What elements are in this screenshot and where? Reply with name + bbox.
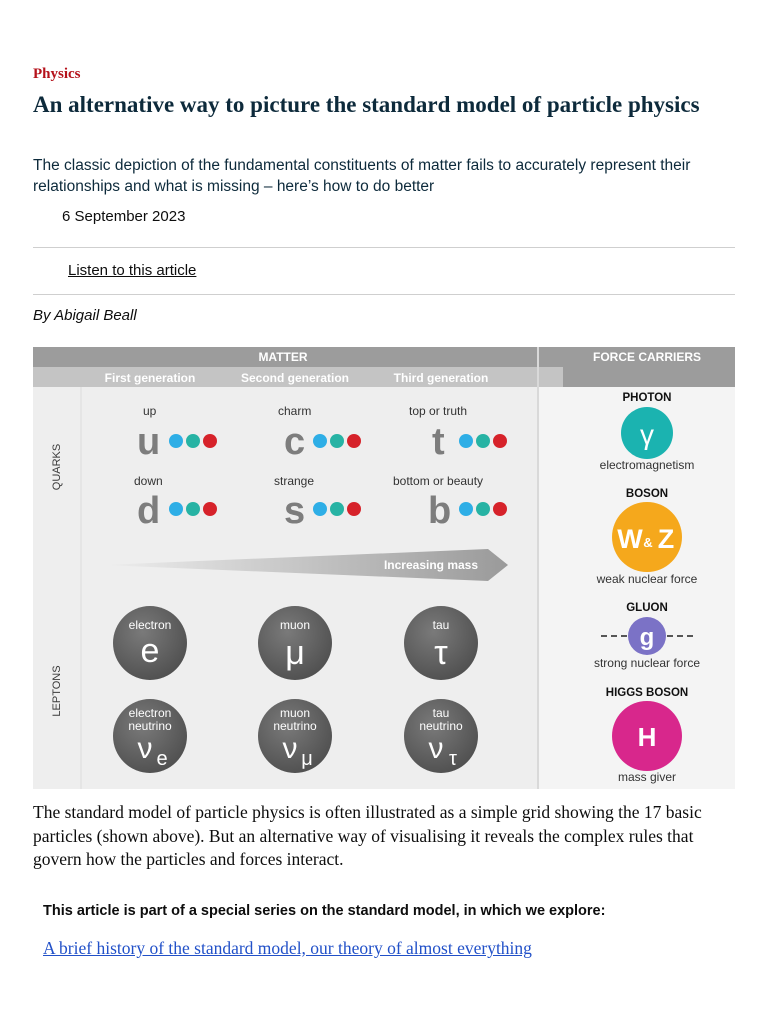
neutrino-electron: [113, 699, 187, 773]
quark-bottom: [393, 474, 507, 532]
quark-symbol: s: [284, 490, 306, 532]
color-charge-dot: [203, 434, 217, 448]
force-symbol: γ: [640, 419, 654, 450]
force-title: HIGGS BOSON: [605, 687, 689, 699]
listen-to-article-link[interactable]: Listen to this article: [68, 262, 197, 279]
quark-down: [134, 474, 217, 532]
force-symbol: Z: [657, 524, 675, 554]
force-title: BOSON: [625, 488, 669, 500]
color-charge-dot: [476, 434, 490, 448]
quark-name: charm: [278, 404, 312, 418]
force-description: electromagnetism: [599, 458, 695, 472]
increasing-mass-label: Increasing mass: [383, 558, 479, 572]
color-charge-dot: [347, 502, 361, 516]
neutrino-symbol: ν: [137, 732, 153, 765]
section-link[interactable]: Physics: [33, 66, 81, 82]
quark-name: top or truth: [409, 404, 468, 418]
color-charge-dot: [459, 502, 473, 516]
force-symbol: W: [617, 524, 643, 554]
quark-name: down: [134, 474, 163, 488]
neutrino-subscript: μ: [301, 748, 313, 770]
lepton-symbol: μ: [285, 634, 305, 672]
leptons-row-label: LEPTONS: [51, 665, 63, 717]
color-charge-dot: [493, 502, 507, 516]
neutrino-tau: [404, 699, 478, 773]
generation-label: Third generation: [393, 371, 489, 385]
force-title: PHOTON: [622, 392, 672, 404]
standard-model-figure: [33, 347, 735, 789]
color-charge-dot: [330, 434, 344, 448]
quark-symbol: b: [428, 490, 452, 532]
divider: [33, 294, 735, 295]
neutrino-name: tau: [432, 706, 450, 720]
neutrino-symbol: ν: [428, 732, 444, 765]
color-charge-dot: [330, 502, 344, 516]
quark-symbol: t: [432, 421, 445, 463]
neutrino-name: electron: [128, 706, 172, 720]
neutrino-subscript: τ: [449, 748, 457, 770]
lepton-tau: [404, 606, 478, 680]
quark-up: [137, 404, 217, 463]
byline: By Abigail Beall: [33, 307, 137, 324]
color-charge-dot: [203, 502, 217, 516]
series-intro: This article is part of a special series on the standard model, in which we explore:: [43, 903, 606, 919]
color-charge-dot: [493, 434, 507, 448]
color-charge-dot: [347, 434, 361, 448]
generation-label: Second generation: [240, 371, 350, 385]
series-article-link[interactable]: A brief history of the standard model, our theory of almost everything: [43, 938, 532, 958]
quarks-row-label: QUARKS: [51, 443, 63, 491]
color-charge-dot: [169, 434, 183, 448]
quark-name: strange: [274, 474, 315, 488]
force-carriers-header: FORCE CARRIERS: [592, 350, 702, 364]
quark-symbol: u: [137, 421, 161, 463]
color-charge-dot: [313, 434, 327, 448]
color-charge-dot: [459, 434, 473, 448]
neutrino-symbol: ν: [282, 732, 298, 765]
lepton-name: tau: [432, 618, 450, 632]
lepton-name: muon: [279, 618, 311, 632]
color-charge-dot: [313, 502, 327, 516]
quark-name: bottom or beauty: [393, 474, 484, 488]
quark-name: up: [143, 404, 157, 418]
color-charge-dot: [476, 502, 490, 516]
neutrino-name: neutrino: [273, 719, 317, 733]
publish-date: 6 September 2023: [62, 208, 186, 225]
lepton-name: electron: [128, 618, 172, 632]
quark-symbol: d: [137, 490, 161, 532]
lepton-symbol: τ: [434, 634, 448, 672]
force-symbol: H: [637, 722, 657, 752]
lepton-muon: [258, 606, 332, 680]
force-description: mass giver: [617, 770, 677, 784]
neutrino-name: neutrino: [419, 719, 463, 733]
force-description: strong nuclear force: [593, 656, 701, 670]
neutrino-muon: [258, 699, 332, 773]
force-symbol-ampersand: &: [643, 535, 653, 550]
quark-strange: [274, 474, 361, 532]
color-charge-dot: [186, 502, 200, 516]
force-title: GLUON: [626, 602, 668, 614]
divider: [33, 247, 735, 248]
color-charge-dot: [186, 434, 200, 448]
figure-caption: The standard model of particle physics is often illustrated as a simple grid showing the 17 basic particles (shown above). But an alternative way of visualising it reveals the complex rules that govern how the particles and forces interact.: [33, 802, 702, 869]
neutrino-subscript: e: [156, 748, 168, 770]
force-symbol: g: [639, 624, 655, 651]
standfirst: The classic depiction of the fundamental constituents of matter fails to accurately represent their relationships and what is missing – here’s how to do better: [33, 157, 691, 195]
generation-label: First generation: [104, 371, 196, 385]
headline: An alternative way to picture the standard model of particle physics: [33, 92, 700, 117]
force-header-extension: [563, 367, 735, 387]
neutrino-name: muon: [279, 706, 311, 720]
color-charge-dot: [169, 502, 183, 516]
quark-symbol: c: [284, 421, 306, 463]
force-description: weak nuclear force: [596, 572, 698, 586]
quark-top: [409, 404, 507, 463]
lepton-electron: [113, 606, 187, 680]
matter-header: MATTER: [258, 350, 308, 364]
neutrino-name: neutrino: [128, 719, 172, 733]
lepton-symbol: e: [140, 632, 160, 670]
quark-charm: [278, 404, 361, 463]
